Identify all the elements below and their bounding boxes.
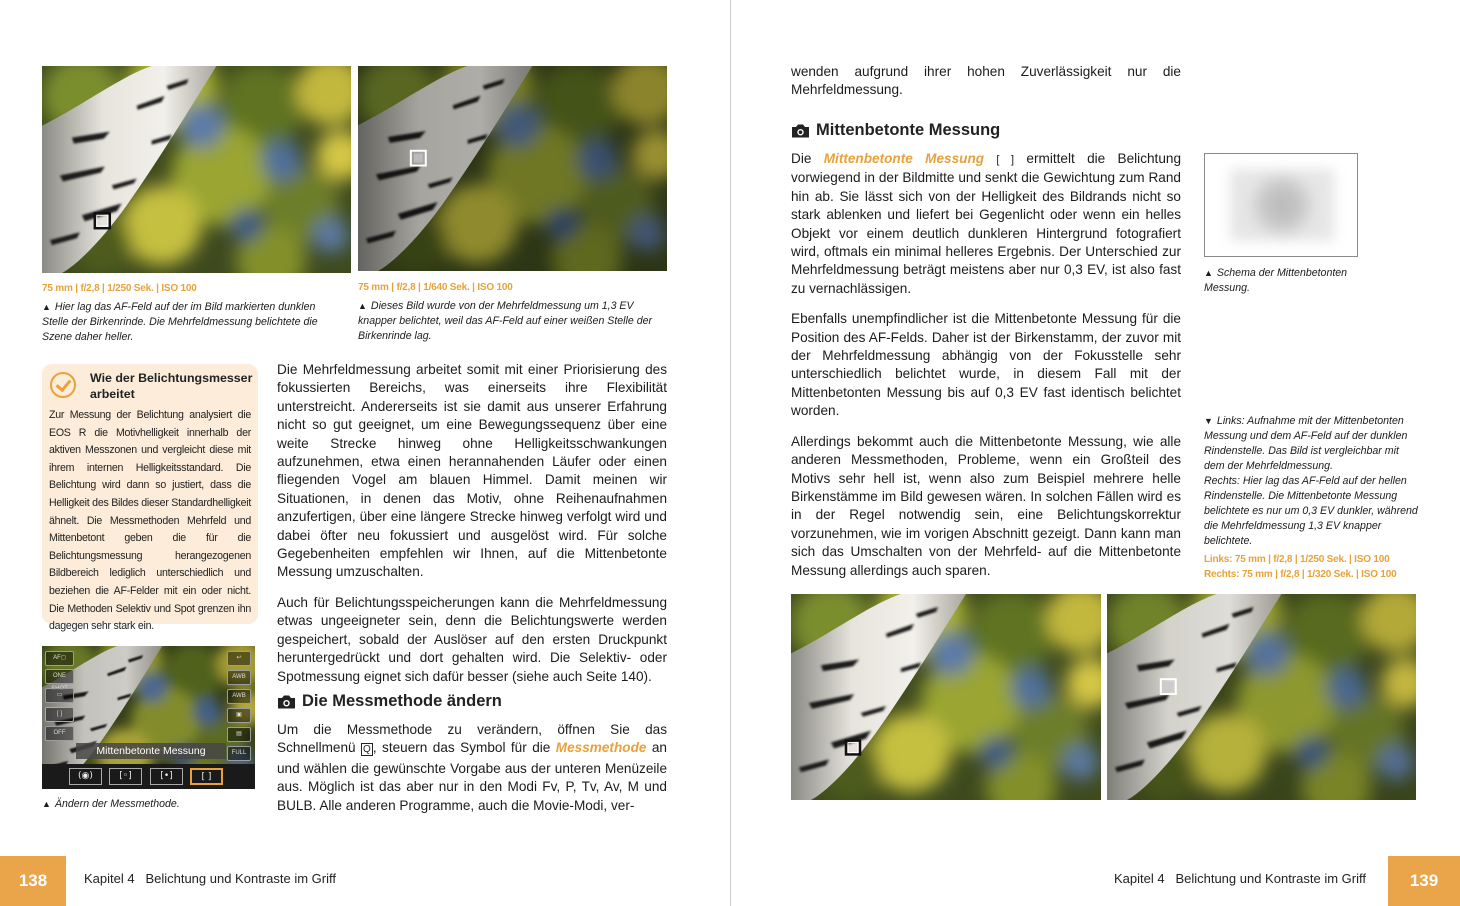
photo-birch-af-bright [358,66,667,271]
quick-menu-icon: Q [363,744,371,756]
page-number-right: 139 [1388,856,1460,906]
heading-text: Mittenbetonte Messung [816,121,1001,139]
right-body-text-top [791,63,1181,112]
metering-mode-label: Mittenbetonte Messung [76,743,226,759]
cam-left-btn: OFF [45,726,74,741]
metering-option-spot: [•] [150,768,183,785]
photo-center-weighted-bright [1107,594,1416,800]
cam-right-btn: ▣ [227,708,251,723]
metering-options-bar [42,764,255,789]
metering-option-partial: [◦] [109,768,142,785]
page-number-left: 138 [0,856,66,906]
footer-chapter-right: Kapitel 4 Belichtung und Kontraste im Griff [1114,871,1366,886]
paragraph: Auch für Belichtungsspeicherungen kann die Mehrfeldmessung etwas ungeeigneter sein, denn die Belichtungswerte werden gespeichert, sobald der Auslöser auf den ersten Druckpunkt heruntergedrückt und dort gehalten wird. Die Selektiv- oder Spotmessung eignet sich dafür besser (siehe auch Seite 140). [277,594,667,684]
info-box-title: Wie der Belichtungsmesser arbeitet [90,371,253,401]
paragraph: Die Mehrfeldmessung arbeitet somit mit einer Priorisierung des fokussierten Bereichs, was einerseits ihre Flexibilität unterstreicht. Andererseits ist sie damit aus unserer Erfahrung nicht so gut geeignet, um eine Bewegungssequenz über eine weite Strecke hinweg ohne Helligkeitsschwankungen aufzunehmen, etwa einen herannahenden Läufer oder einen fliegenden Vogel am blauen Himmel. Damit meinen wir Situationen, in denen das Motiv, ohne Reihenaufnahmen anzufertigen, über eine längere Strecke hinweg verfolgt wird und dabei öfter neu fokussiert und ausgelöst wird. Für solche Gegebenheiten empfehlen wir Ihnen, auf die Mittenbetonte Messung umzuschalten. [277,362,667,580]
camera-icon [791,124,810,138]
paragraph: Um die Messmethode zu verändern, öffnen Sie das Schnellmenü Q , steuern das Symbol für die Messmethode an und wählen die gewünschte Vorgabe aus der unteren Menüzeile aus. Möglich ist das aber nur in den Modi Fv, P, Tv, Av, M und BULB. Alle anderen Programme, auch die Movie-Modi, ver- [277,722,667,813]
left-body-text [277,361,667,698]
photo2-meta: 75 mm | f/2,8 | 1/640 Sek. | ISO 100 [358,282,513,293]
paragraph: Ebenfalls unempfindlicher ist die Mittenbetonte Messung für die Position des AF-Felds. Daher ist der Birkenstamm, der zuvor mit der Mehrfeldmessung abhängig von der Fokusstelle sehr unterschiedlich belichtet wurde, in diesem Fall mit der Mittenbetonten Messung bis auf 0,3 EV fast identisch belichtet worden. [791,311,1181,419]
cam-right-btn: AWB [227,689,251,704]
cam-left-btn-selected: [ ] [45,707,74,722]
info-box-text: Zur Messung der Belichtung analysiert die EOS R die Motivhelligkeit innerhalb der aktiven Messzonen und vergleicht diese mit ihrem internen Helligkeitsstandard. Die Belichtung wird dann so justiert, dass die Helligkeit des Bildes dieser Standardhelligkeit ähnelt. Die Messmethoden Mehrfeld und Mittenbetont geben die für die Belichtungsmessung herangezogenen Bildbereich lediglich unterschiedlich und beziehen die AF-Felder mit ein oder nicht. Die Methoden Selektiv und Spot grenzen ihn dagegen sehr stark ein. [49,409,252,633]
cam-left-btn: ONE SHOT [45,669,74,684]
triangle-up-icon: ▲ [42,302,51,312]
photo-center-weighted-dark [791,594,1101,800]
heading-change-metering [277,692,502,711]
side-caption: ▼ Links: Aufnahme mit der Mittenbetonten Messung und dem AF-Feld auf der dunklen Rindenstelle. Das Bild ist vergleichbar mit dem der Mehrfeldmessung. Rechts: Hier lag das AF-Feld auf der hellen Rindenstelle. Die Mittenbetonte Messung belichtete es nur um 0,3 EV dunkler, während die Mehrfeldmessung 1,3 EV knapper belichtete. [1204,415,1418,547]
heading-text: Die Messmethode ändern [302,692,502,710]
camera-screen-caption: ▲ Ändern der Messmethode. [42,798,180,810]
cam-right-btn: AWB [227,670,251,685]
metering-option-center-weighted: [ ] [190,768,223,785]
camera-icon [277,695,296,709]
paragraph: Die Mittenbetonte Messung [ ] ermittelt die Belichtung vorwiegend in der Bildmitte und senkt die Gewichtung zum Rand hin ab. Sie lässt sich von der Helligkeit des Bildrands nicht so stark ablenken und liefert bei Gegenlicht oder wenn ein helles Objekt vor einem deutlich dunkleren Hintergrund fotografiert wird, oftmals ein minimal helleres Ergebnis. Der Unterschied zur Mehrfeldmessung beträgt meistens aber nur 0,3 EV, ist also fast zu vernachlässigen. [791,151,1182,296]
paragraph: Allerdings bekommt auch die Mittenbetonte Messung, wie alle anderen Messmethoden, Probleme, wenn ein Großteil des Motivs sehr hell ist, wenn also zum Beispiel mehrere helle Birkenstämme im Bild gewesen wären. In solchen Fällen wird es in der Regel notwendig sein, eine Belichtungskorrektur vorzunehmen, wie im vorigen Abschnitt gezeigt. Dann kann man sich das Umschalten von der Mehrfeld- auf die Mittenbetonte Messung allerdings auch sparen. [791,433,1181,578]
triangle-up-icon: ▲ [1204,268,1213,278]
triangle-down-icon: ▼ [1204,416,1213,426]
checkmark-icon [50,372,76,398]
cam-back-icon: ↩ [227,651,251,666]
meta-rechts: Rechts: 75 mm | f/2,8 | 1/320 Sek. | ISO 100 [1204,569,1397,580]
photo1-caption: ▲ Hier lag das AF-Feld auf der im Bild markierten dunklen Stelle der Birkenrinde. Die Mehrfeldmessung belichtete die Szene daher heller. [42,301,318,343]
photo-birch-af-dark [42,66,351,273]
page-divider [730,0,731,906]
left-body-text-2 [277,721,667,827]
photo1-meta: 75 mm | f/2,8 | 1/250 Sek. | ISO 100 [42,283,197,294]
meta-links: Links: 75 mm | f/2,8 | 1/250 Sek. | ISO 100 [1204,554,1390,565]
heading-center-weighted [791,121,1000,140]
triangle-up-icon: ▲ [358,301,367,311]
cam-right-btn: FULL [227,746,251,761]
paragraph: wenden aufgrund ihrer hohen Zuverlässigkeit nur die Mehrfeldmessung. [791,64,1181,98]
info-box [42,364,258,633]
schema-caption: ▲ Schema der Mittenbetonten Messung. [1204,267,1348,294]
metering-option-evaluative: (◉) [69,768,102,785]
footer-chapter-left: Kapitel 4 Belichtung und Kontraste im Griff [84,871,336,886]
photo2-caption: ▲ Dieses Bild wurde von der Mehrfeldmessung um 1,3 EV knapper belichtet, weil das AF-Feld auf einer weißen Stelle der Birkenrinde lag. [358,300,653,342]
cam-left-btn: AF◻ [45,651,74,666]
cam-right-btn: ▤ [227,727,251,742]
right-body-text [791,150,1181,592]
camera-quick-menu-screen [42,646,255,789]
center-weighted-icon: [ ] [996,154,1015,166]
cam-left-btn: ▭ [45,688,74,703]
center-weighted-schema [1204,153,1358,257]
triangle-up-icon: ▲ [42,799,51,809]
